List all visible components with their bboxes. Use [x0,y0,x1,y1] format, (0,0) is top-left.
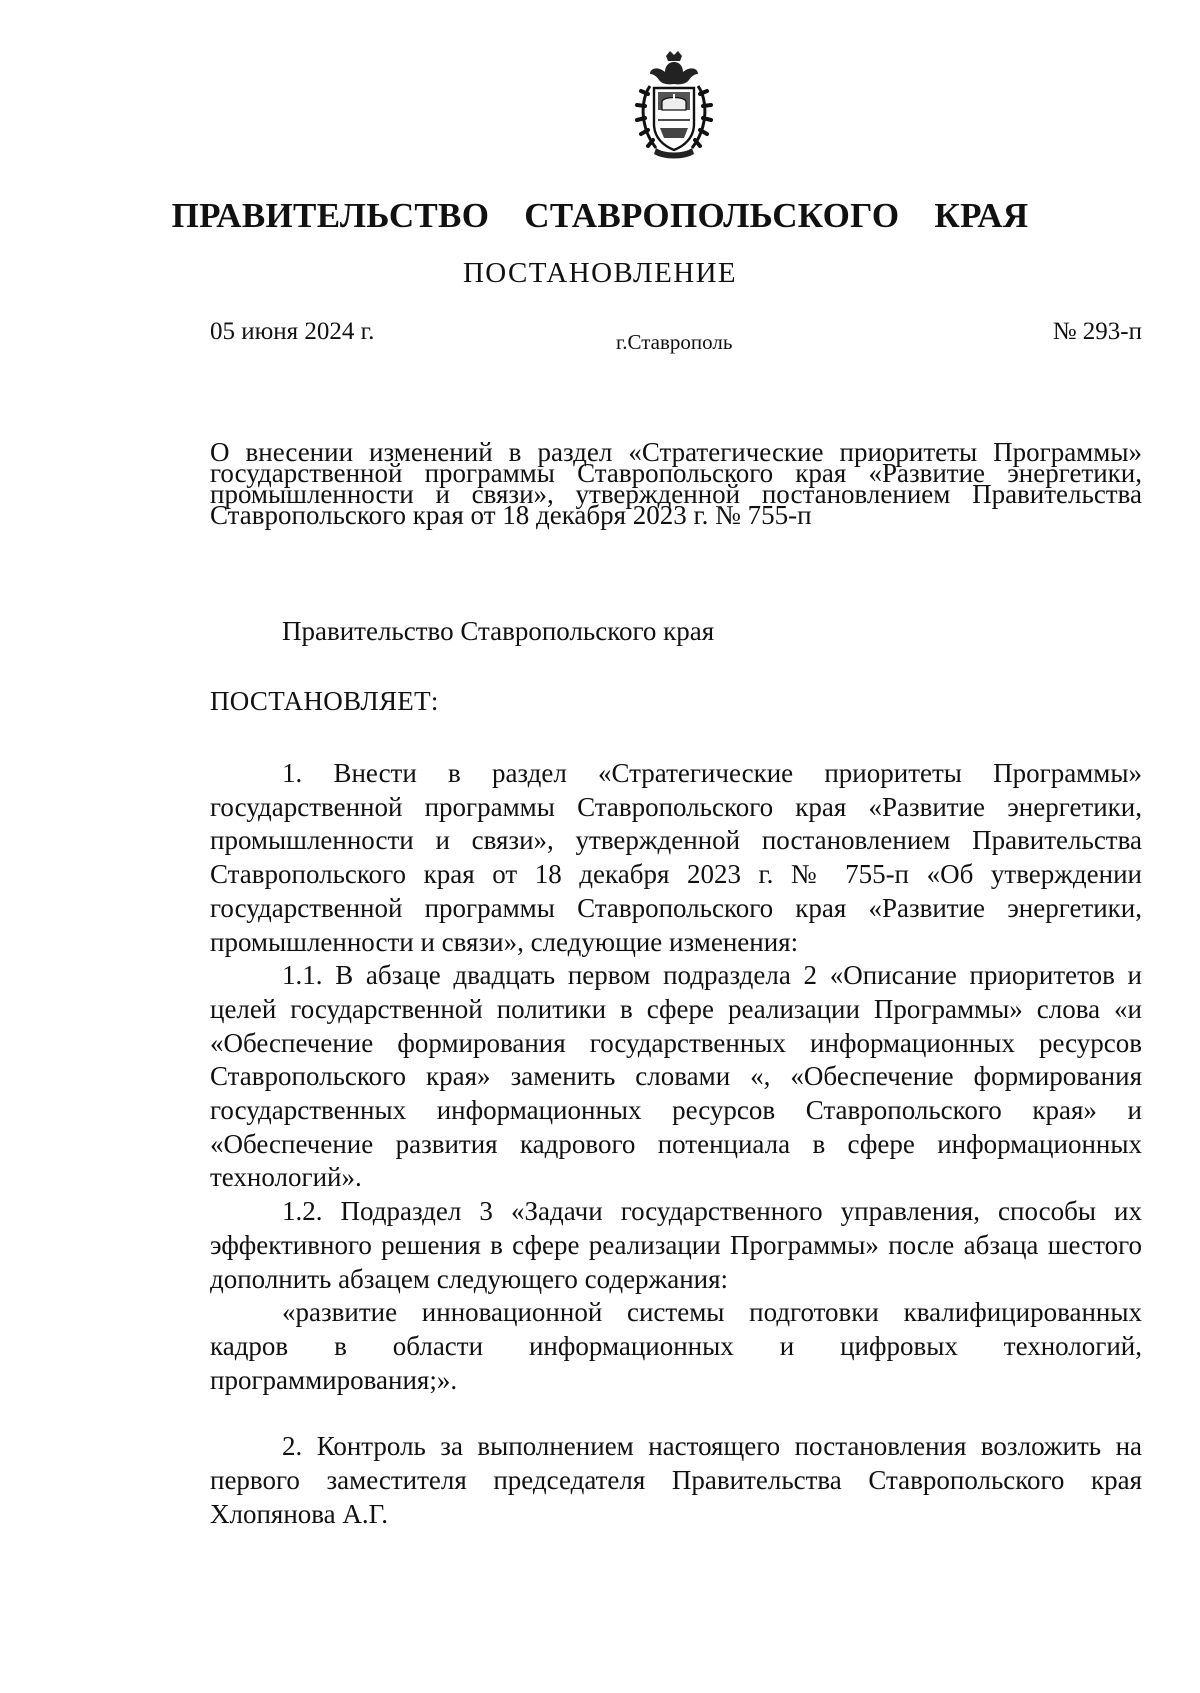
document-body [210,757,1142,1531]
organization-title: ПРАВИТЕЛЬСТВО СТАВРОПОЛЬСКОГО КРАЯ [171,196,1029,235]
document-city: г.Ставрополь [616,330,733,354]
resolve-heading: ПОСТАНОВЛЯЕТ: [210,686,439,716]
paragraph-1-2: 1.2. Подраздел 3 «Задачи государственного управления, способы их эффективного решения в сфере реализации Программы» после абзаца шестого дополнить абзацем следующего содержания: [210,1196,1142,1294]
paragraph-inserted-text: «развитие инновационной системы подготовки квалифицированных кадров в области информационных и цифровых технологий, программирования;». [210,1297,1142,1395]
document-type: ПОСТАНОВЛЕНИЕ [462,257,738,289]
document-date: 05 июня 2024 г. [210,318,375,345]
paragraph-1-1: 1.1. В абзаце двадцать первом подраздела 2 «Описание приоритетов и целей государственной политики в сфере реализации Программы» слова «и «Обеспечение формирования государственных информационных ресурсов Ставропольского края» заменить словами «, «Обеспечение формирования государственных информационных ресурсов Ставропольского края» и «Обеспечение развития кадрового потенциала в сфере информационных технологий». [210,960,1142,1193]
coat-of-arms-icon [632,50,716,160]
document-subject: О внесении изменений в раздел «Стратегические приоритеты Программы» государственной программы Ставропольского края «Развитие энергетики, промышленности и связи», утвержденной постановлением Правительства Ставропольского края от 18 декабря 2023 г. № 755-п [210,437,1142,530]
document-number: № 293-п [1052,318,1142,345]
paragraph-1: 1. Внести в раздел «Стратегические приоритеты Программы» государственной программы Ставропольского края «Развитие энергетики, промышленности и связи», утвержденной постановлением Правительства Ставропольского края от 18 декабря 2023 г. № 755-п «Об утверждении государственной программы Ставропольского края «Развитие энергетики, промышленности и связи», следующие изменения: [210,758,1142,957]
paragraph-2: 2. Контроль за выполнением настоящего постановления возложить на первого заместителя председателя Правительства Ставропольского края Хлопянова А.Г. [210,1431,1142,1529]
preamble: Правительство Ставропольского края [282,616,715,646]
